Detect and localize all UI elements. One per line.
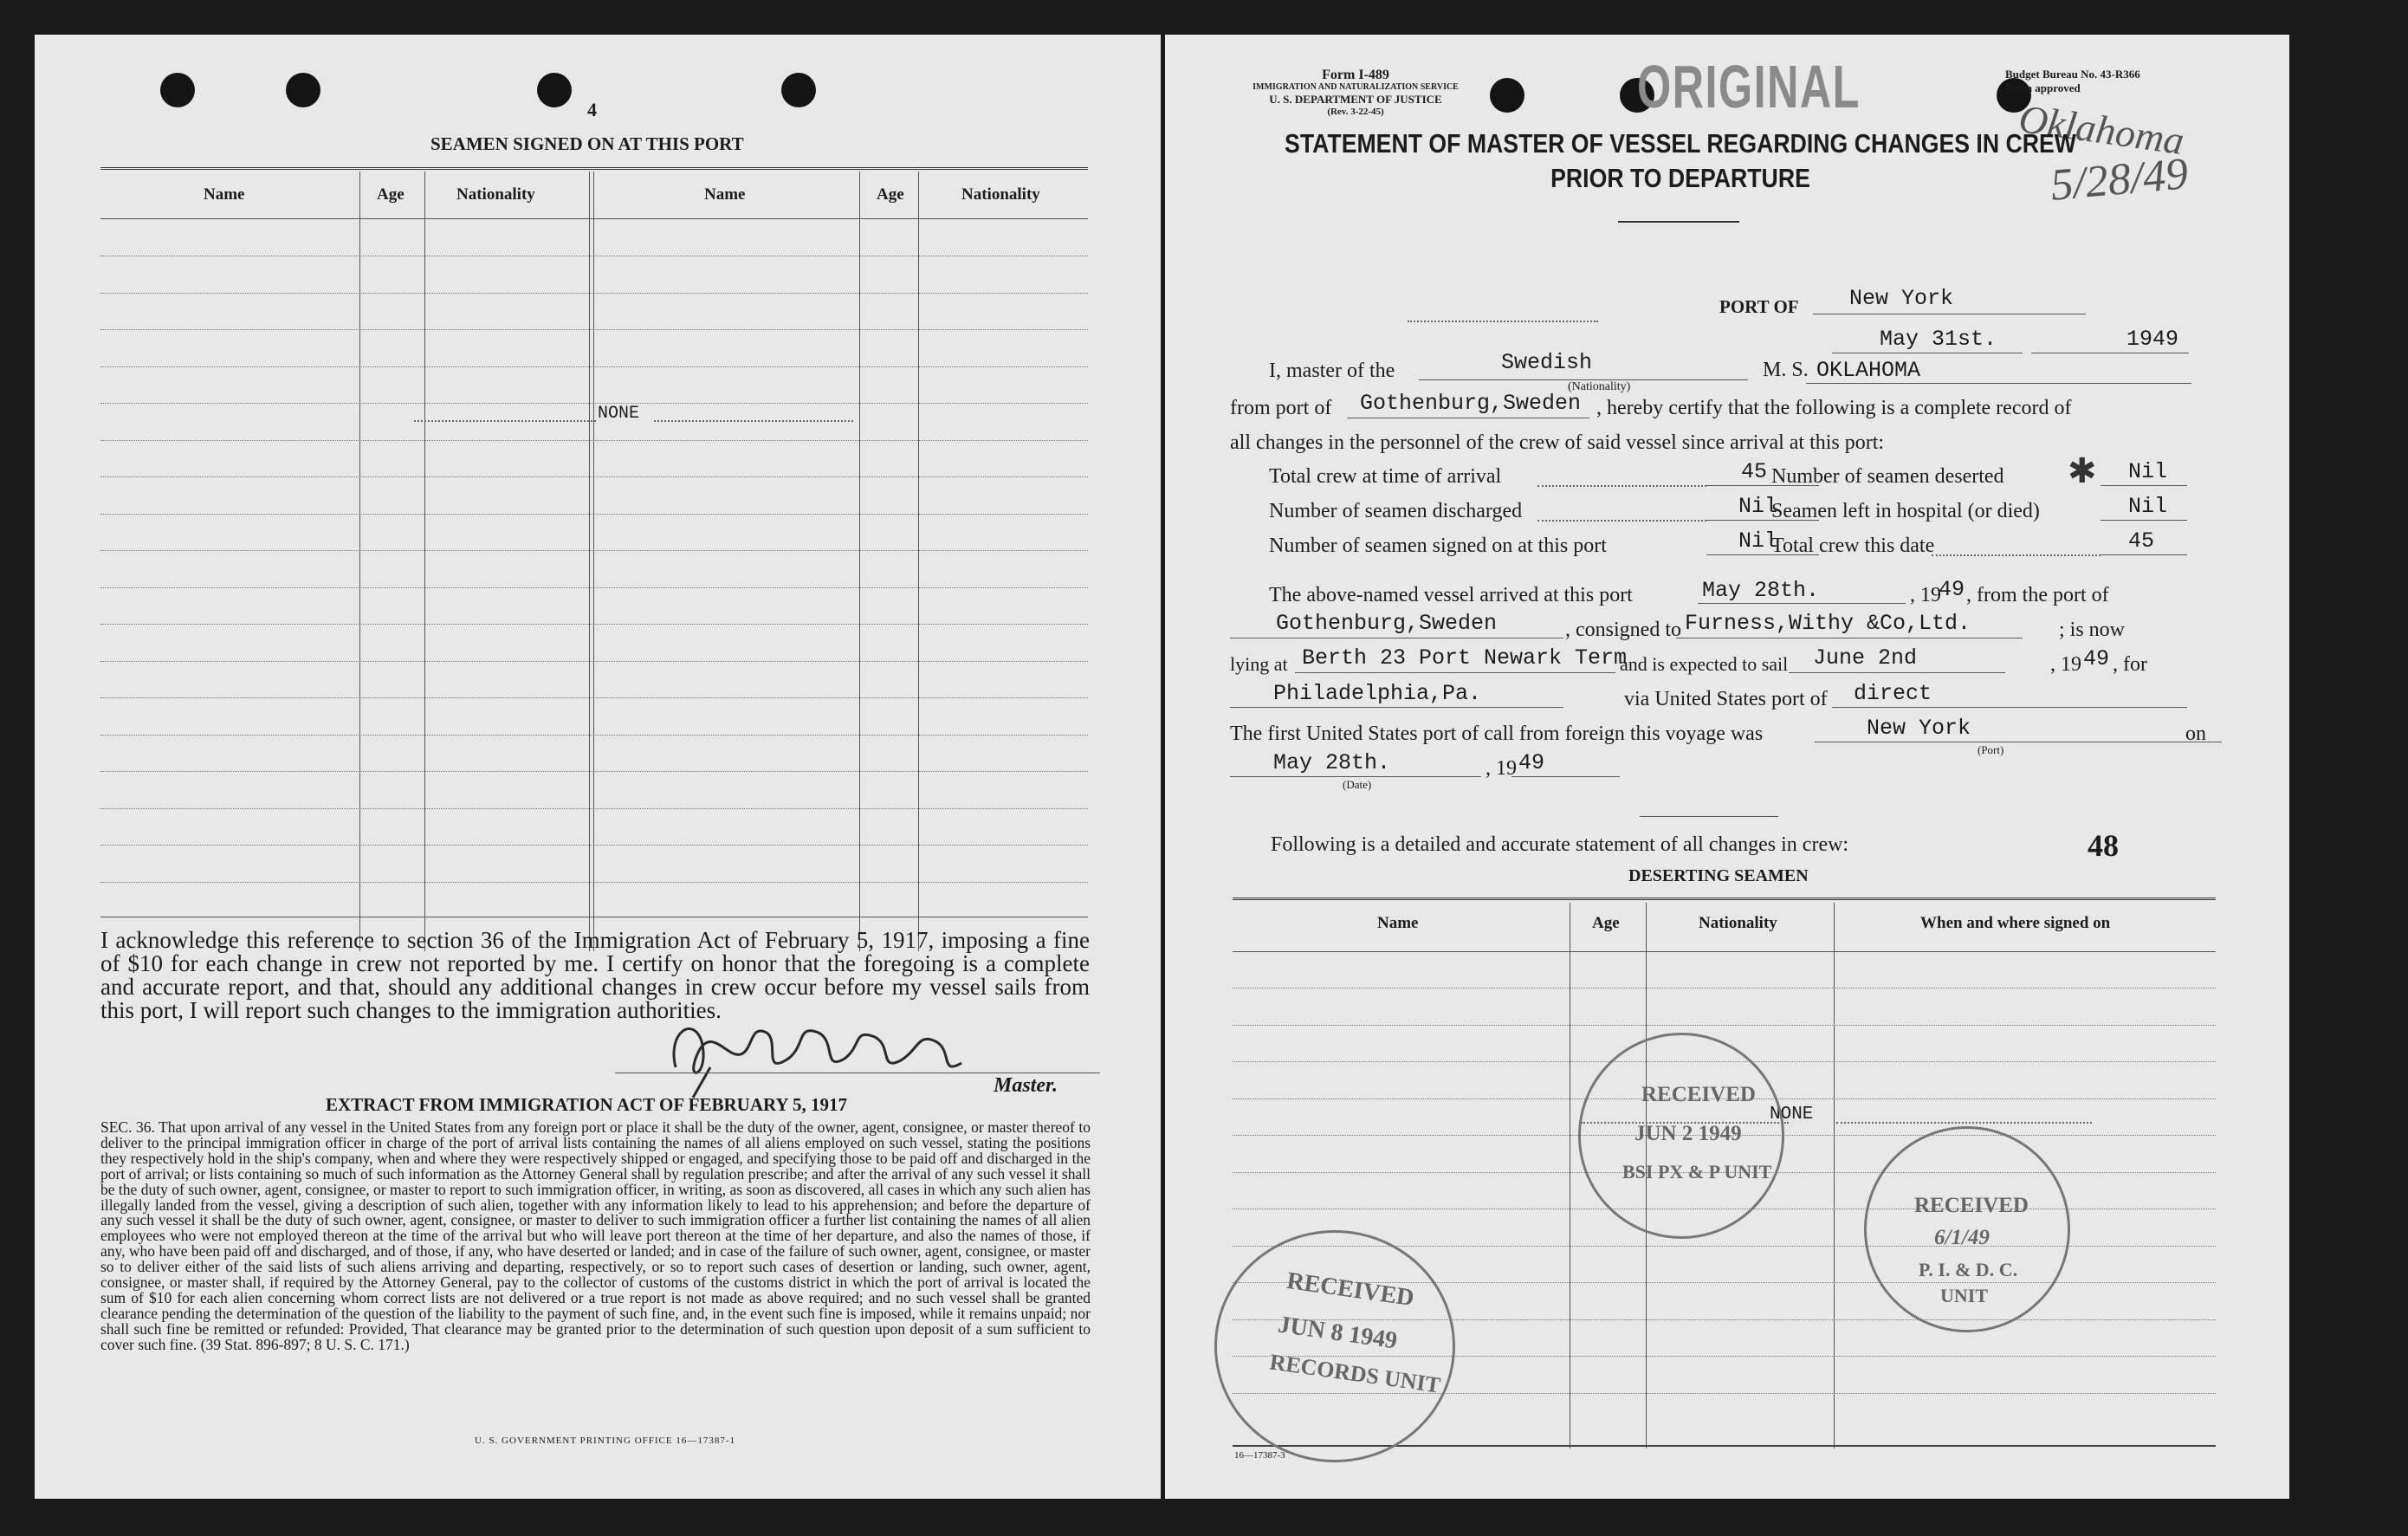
table-rule-line [100,440,1088,441]
stamp-line: RECEIVED [1641,1083,1756,1106]
count-value: Nil [2128,459,2168,484]
stamp-date: JUN 8 1949 [1276,1311,1400,1355]
document-subtitle: PRIOR TO DEPARTURE [1550,163,1810,193]
destination-value: Philadelphia,Pa. [1273,681,1482,706]
table-header-rule [1233,951,2216,952]
extract-title: EXTRACT FROM IMMIGRATION ACT OF FEBRUARY 5, 1917 [326,1094,848,1115]
consigned-label: , consigned to [1565,619,1681,641]
table-rule-line [100,882,1088,883]
from-port-label: from port of [1230,397,1332,419]
count-value: 45 [2128,528,2155,554]
budget-bureau-number: Budget Bureau No. 43-R366 [2005,68,2140,81]
title-rule [1618,221,1739,223]
dotted-leader [1932,554,2101,556]
master-label: Master. [994,1074,1058,1097]
table-rule-line [100,550,1088,551]
form-agency: IMMIGRATION AND NATURALIZATION SERVICE [1253,82,1459,92]
punch-hole [781,73,816,107]
table-rule-line [1233,1025,2216,1026]
sail-year-prefix: , 19 [2050,653,2081,676]
received-stamp-pidc [1864,1126,2070,1332]
col-header-age: Age [1592,914,1620,932]
table-rule-line [100,329,1088,330]
sail-date: June 2nd [1813,645,1918,671]
count-label: Seamen left in hospital (or died) [1771,500,2040,522]
table-rule-line [100,476,1088,477]
form-number: Form I-489 [1322,68,1389,82]
form-department: U. S. DEPARTMENT OF JUSTICE [1269,93,1442,106]
statement-year: 1949 [2126,327,2179,352]
handwritten-date: 5/28/49 [2049,149,2191,211]
page-number: 48 [2088,828,2119,863]
original-stamp: ORIGINAL [1637,53,1861,120]
date-caption: (Date) [1343,778,1372,791]
count-value: Nil [2128,494,2168,519]
count-value: 45 [1741,459,1768,484]
page-number: 4 [587,99,597,120]
none-entry: NONE [598,404,640,424]
count-label: Total crew at time of arrival [1269,465,1502,488]
table-rule-line [100,587,1088,588]
budget-bureau [2005,68,2140,95]
master-signature [658,1007,987,1102]
table-rule-line [100,293,1088,294]
printing-code: 16—17387-3 [1234,1450,1285,1461]
field-line [2101,485,2187,486]
origin-port: Gothenburg,Sweden [1276,611,1498,636]
deserting-title: DESERTING SEAMEN [1628,866,1809,885]
following-text: Following is a detailed and accurate statement of all changes in crew: [1271,833,1849,856]
dotted-leader [414,420,596,422]
column-rule [1834,903,1835,1449]
nationality-caption: (Nationality) [1568,380,1631,393]
none-entry: NONE [1770,1105,1814,1124]
col-header-name: Name [704,185,746,204]
first-year-prefix: , 19 [1486,757,1517,780]
statement-date: May 31st. [1880,327,1997,352]
via-text: via United States port of [1624,688,1828,710]
dotted-leader [1537,485,1706,487]
section-title: SEAMEN SIGNED ON AT THIS PORT [430,133,744,154]
printing-office: U. S. GOVERNMENT PRINTING OFFICE 16—17387-1 [475,1436,736,1446]
from-the-port-text: , from the port of [1966,584,2109,606]
field-line [1230,707,1563,708]
vessel-prefix: M. S. [1763,359,1809,381]
expected-text: and is expected to sail [1620,653,1789,675]
count-label: Number of seamen signed on at this port [1269,535,1607,557]
col-header-name: Name [204,185,245,204]
field-line [2101,520,2187,521]
first-port-value: New York [1867,716,1971,741]
nationality-value: Swedish [1501,350,1593,375]
arrived-year: 49 [1939,577,1965,602]
punch-hole [1490,78,1524,113]
table-top-rule [1233,898,2216,900]
for-text: , for [2113,653,2147,676]
stamp-line: UNIT [1940,1285,1989,1306]
count-value: Nil [1738,494,1778,519]
col-header-age: Age [377,185,405,204]
form-approved: Form approved [2005,81,2081,94]
col-header-nationality: Nationality [456,185,535,204]
column-rule [424,172,425,951]
master-prefix: I, master of the [1269,360,1395,382]
punch-hole [160,73,195,107]
from-port-value: Gothenburg,Sweden [1360,391,1582,416]
berth-value: Berth 23 Port Newark Term [1302,645,1628,671]
port-value: New York [1849,286,1954,311]
table-rule-line [100,735,1088,736]
form-info [1230,69,1481,118]
stamp-date: 6/1/49 [1934,1226,1990,1249]
received-stamp-records-unit [1214,1230,1455,1462]
field-line [2101,554,2187,555]
punch-hole [537,73,572,107]
punch-hole [286,73,320,107]
stamp-line: RECEIVED [1285,1267,1416,1312]
stamp-line: RECORDS UNIT [1268,1349,1442,1398]
via-port-value: direct [1854,681,1932,706]
column-rule [589,172,590,951]
table-rule-line [100,403,1088,404]
table-rule-line [100,366,1088,367]
table-rule-line [100,697,1088,698]
first-date-value: May 28th. [1273,750,1391,775]
field-line [1806,383,2191,384]
field-line [1419,379,1748,380]
first-year: 49 [1518,750,1545,775]
col-header-age: Age [877,185,904,204]
left-page [35,35,1161,1499]
count-label: Total crew this date [1771,535,1935,557]
col-header-nationality: Nationality [1699,914,1777,932]
form-revision: (Rev. 3-22-45) [1327,107,1384,117]
section-36-text: SEC. 36. That upon arrival of any vessel in the United States from any foreign port or place it shall be the duty of the owner, agent, consignee, or master thereof to deliver to the principal immigration officer in charge of the port of arrival lists containing the names of all aliens employed on such vessel, stating the positions they respectively hold in the ship's company, when and where they were respectively shipped or engaged, and specifying those to be paid off and discharged in the port of arrival; or lists containing so much of such information as the Attorney General shall by regulation prescribe; and after the arrival of any such vessel it shall be the duty of such owner, agent, consignee, or master to report to such immigration officer, in writing, as soon as discovered, all cases in which any such alien has illegally landed from the vessel, giving a description of such alien, together with any information likely to lead to his apprehension; and before the departure of any such vessel it shall be the duty of such owner, agent, consignee, or master to deliver to such immigration officer a further list containing the names of all alien employees who were not employed thereon at the time of the arrival but who will leave port thereon at the time of her departure, and also the names of those, if any, who have been paid off and discharged, and of those, if any, who have deserted or landed; and in case of the failure of such owner, agent, consignee, or master so to deliver either of the said lists of such aliens arriving and departing, respectively, or so to report such cases of desertion or landing, such owner, agent, consignee, or master shall, if required by the Attorney General, pay to the collector of customs of the customs district in which the port of arrival is located the sum of $10 for each alien concerning whom correct lists are not delivered or a true report is not made as above required; and no such vessel shall be granted clearance pending the determination of the question of the liability to the payment of such fine, and, in the event such fine is imposed, while it remains unpaid; nor shall such fine be remitted or refunded: Provided, That clearance may be granted prior to the determination of such question upon deposit of a sum sufficient to cover such fine. (39 Stat. 896-897; 8 U. S. C. 171.) [100,1118,1091,1353]
field-line [1698,603,1906,604]
dotted-leader [654,420,853,422]
count-value: Nil [1738,528,1778,554]
field-line [1832,707,2187,708]
table-rule-line [100,808,1088,809]
arrived-year-prefix: , 19 [1910,584,1941,606]
certify-text: , hereby certify that the following is a complete record of [1596,397,2072,419]
certify-text-continued: all changes in the personnel of the crew of said vessel since arrival at this port: [1230,431,1885,454]
first-port-text: The first United States port of call from foreign this voyage was [1230,723,1764,745]
count-label: Number of seamen deserted [1771,465,2004,488]
dotted-leader [1537,520,1706,522]
stamp-line: BSI PX & P UNIT [1622,1161,1772,1183]
stamp-line: RECEIVED [1914,1194,2029,1217]
arrived-date: May 28th. [1702,578,1820,603]
stamp-date: JUN 2 1949 [1634,1122,1742,1145]
field-line [1295,672,1615,673]
table-rule-line [100,771,1088,772]
dotted-leader [1408,321,1598,322]
col-header-nationality: Nationality [961,185,1040,204]
consignee-value: Furness,Withy &Co,Ltd. [1685,611,1971,636]
document-title: STATEMENT OF MASTER OF VESSEL REGARDING CHANGES IN CREW [1285,128,2076,159]
arrived-text: The above-named vessel arrived at this port [1269,584,1633,606]
field-line [1511,776,1620,777]
received-stamp-bsi [1578,1033,1784,1239]
table-top-rule [100,167,1088,170]
column-rule [859,172,860,951]
field-line [1789,672,2005,673]
sail-year: 49 [2083,646,2110,671]
table-rule-line [100,661,1088,662]
acknowledgment-text: I acknowledge this reference to section 36 of the Immigration Act of February 5, 1917, imposing a fine of $10 for each change in crew not reported by me. I certify on honor that the foregoing is a complete and accurate report, and that, should any additional changes in crew occur before my vessel sails from this port, I will report such changes to the immigration authorities. [100,927,1090,1023]
is-now-text: ; is now [2059,619,2126,641]
stamp-line: P. I. & D. C. [1919,1259,2018,1280]
port-caption: (Port) [1978,743,2004,756]
table-rule-line [100,624,1088,625]
table-rule-line [100,845,1088,846]
table-header-rule [100,218,1088,219]
divider-rule [1640,816,1778,817]
ink-blot: ✱ [2068,451,2097,490]
table-rule-line [100,514,1088,515]
column-rule [359,172,360,951]
col-header-name: Name [1377,914,1419,932]
column-rule [593,172,594,951]
handwritten-ship-name: Oklahoma [2016,95,2187,164]
col-header-when-where: When and where signed on [1920,914,2111,932]
field-line [1230,776,1481,777]
count-label: Number of seamen discharged [1269,500,1523,522]
on-text: on [2185,723,2206,745]
dotted-leader [1836,1122,2092,1124]
lying-label: lying at [1230,653,1288,675]
vessel-name: OKLAHOMA [1816,358,1921,383]
column-rule [918,172,919,951]
port-label: PORT OF [1719,296,1799,317]
